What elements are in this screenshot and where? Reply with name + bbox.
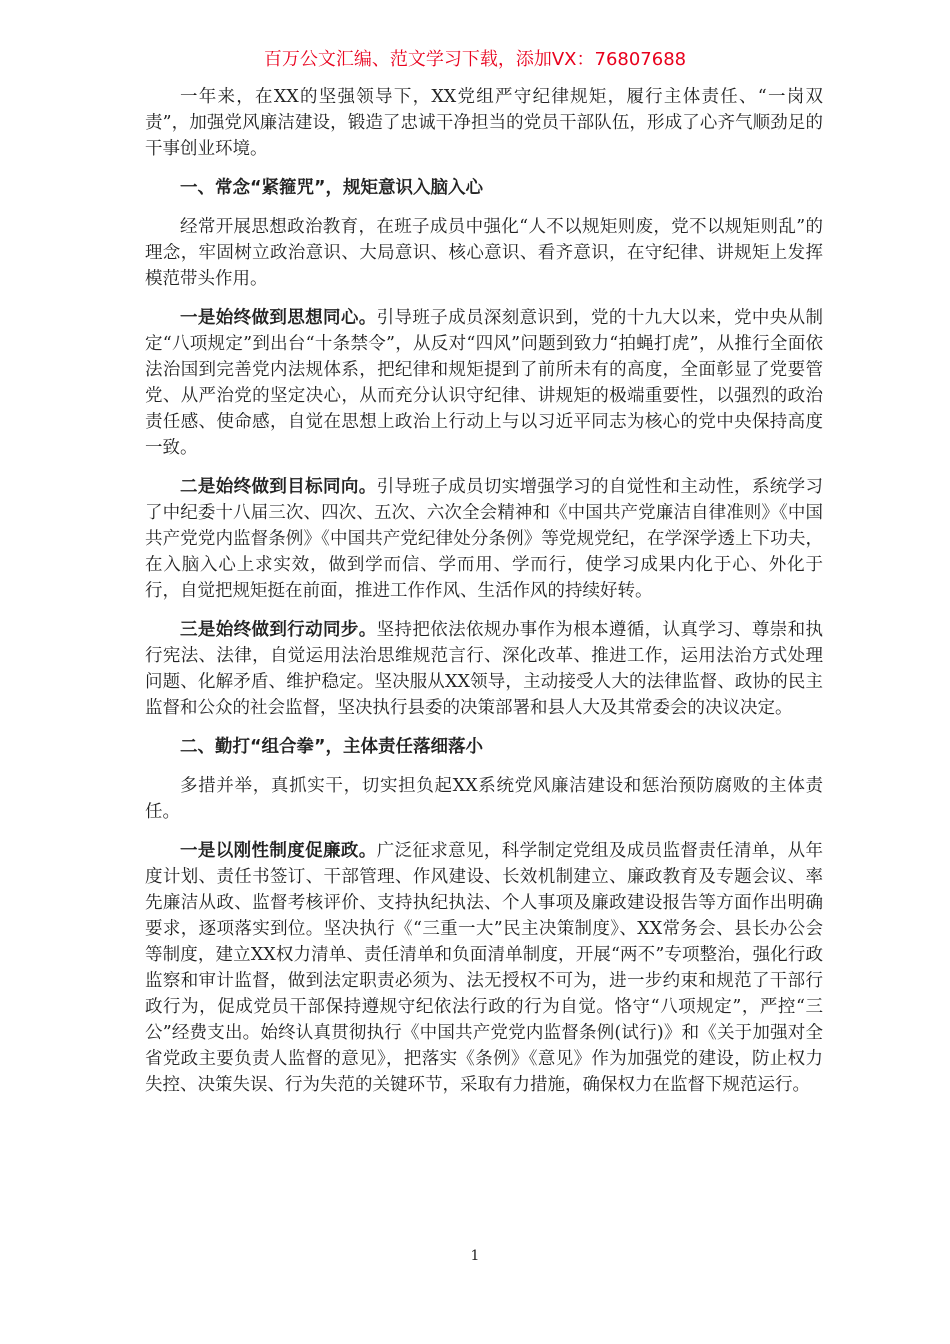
paragraph	[145, 838, 823, 1098]
paragraph-lead: 一是始终做到思想同心。	[180, 308, 377, 328]
paragraph-text: 坚持把依法依规办事作为根本遵循，认真学习、尊崇和执行宪法、法律，自觉运用法治思维规范言行、深化改革、推进工作，运用法治方式处理问题、化解矛盾、维护稳定。坚决服从XX领导，主动接受人大的法律监督、政协的民主监督和公众的社会监督，坚决执行县委的决策部署和县人大及其常委会的决议决定。	[145, 620, 824, 718]
document-body	[145, 84, 823, 1111]
paragraph	[145, 773, 823, 825]
paragraph-text: 一年来，在XX的坚强领导下，XX党组严守纪律规矩，履行主体责任、“一岗双责”，加强党风廉洁建设，锻造了忠诚干净担当的党员干部队伍，形成了心齐气顺劲足的干事创业环境。	[145, 87, 823, 159]
paragraph	[145, 305, 823, 461]
section-heading-2: 二、勤打“组合拳”，主体责任落细落小	[180, 737, 484, 757]
page-number: 1	[470, 1248, 480, 1264]
paragraph-text: 多措并举，真抓实干，切实担负起XX系统党风廉洁建设和惩治预防腐败的主体责任。	[145, 776, 823, 822]
paragraph-text: 广泛征求意见，科学制定党组及成员监督责任清单，从年度计划、责任书签订、干部管理、作风建设、长效机制建立、廉政教育及专题会议、率先廉洁从政、监督考核评价、支持执纪执法、个人事项及廉政建设报告等方面作出明确要求，逐项落实到位。坚决执行《“三重一大”民主决策制度》、XX常务会、县长办公会等制度，建立XX权力清单、责任清单和负面清单制度，开展“两不”专项整治，强化行政监察和审计监督，做到法定职责必须为、法无授权不可为，进一步约束和规范了干部行政行为，促成党员干部保持遵规守纪依法行政的行为自觉。恪守“八项规定”，严控“三公”经费支出。始终认真贯彻执行《中国共产党党内监督条例(试行)》和《关于加强对全省党政主要负责人监督的意见》，把落实《条例》《意见》作为加强党的建设，防止权力失控、决策失误、行为失范的关键环节，采取有力措施，确保权力在监督下规范运行。	[145, 841, 824, 1095]
paragraph-text: 经常开展思想政治教育，在班子成员中强化“人不以规矩则废，党不以规矩则乱”的理念，牢固树立政治意识、大局意识、核心意识、看齐意识，在守纪律、讲规矩上发挥模范带头作用。	[145, 217, 823, 289]
paragraph-lead: 三是始终做到行动同步。	[180, 620, 377, 640]
section-heading-1: 一、常念“紧箍咒”，规矩意识入脑入心	[180, 178, 484, 198]
paragraph-text: 引导班子成员切实增强学习的自觉性和主动性，系统学习了中纪委十八届三次、四次、五次、六次全会精神和《中国共产党廉洁自律准则》《中国共产党党内监督条例》《中国共产党纪律处分条例》等党规党纪，在学深学透上下功夫，在入脑入心上求实效，做到学而信、学而用、学而行，使学习成果内化于心、外化于行，自觉把规矩挺在前面，推进工作作风、生活作风的持续好转。	[145, 477, 824, 601]
paragraph	[145, 214, 823, 292]
watermark-header: 百万公文汇编、范文学习下载，添加VX：76807688	[263, 49, 687, 70]
paragraph-lead: 一是以刚性制度促廉政。	[180, 841, 377, 861]
paragraph-text: 引导班子成员深刻意识到，党的十九大以来，党中央从制定“八项规定”到出台“十条禁令”，从反对“四风”问题到致力“拍蝇打虎”，从推行全面依法治国到完善党内法规体系，把纪律和规矩提到了前所未有的高度，全面彰显了党要管党、从严治党的坚定决心，从而充分认识守纪律、讲规矩的极端重要性，以强烈的政治责任感、使命感，自觉在思想上政治上行动上与以习近平同志为核心的党中央保持高度一致。	[145, 308, 824, 458]
paragraph	[145, 474, 823, 604]
paragraph	[145, 617, 823, 721]
paragraph-lead: 二是始终做到目标同向。	[180, 477, 377, 497]
paragraph-intro	[145, 84, 823, 162]
